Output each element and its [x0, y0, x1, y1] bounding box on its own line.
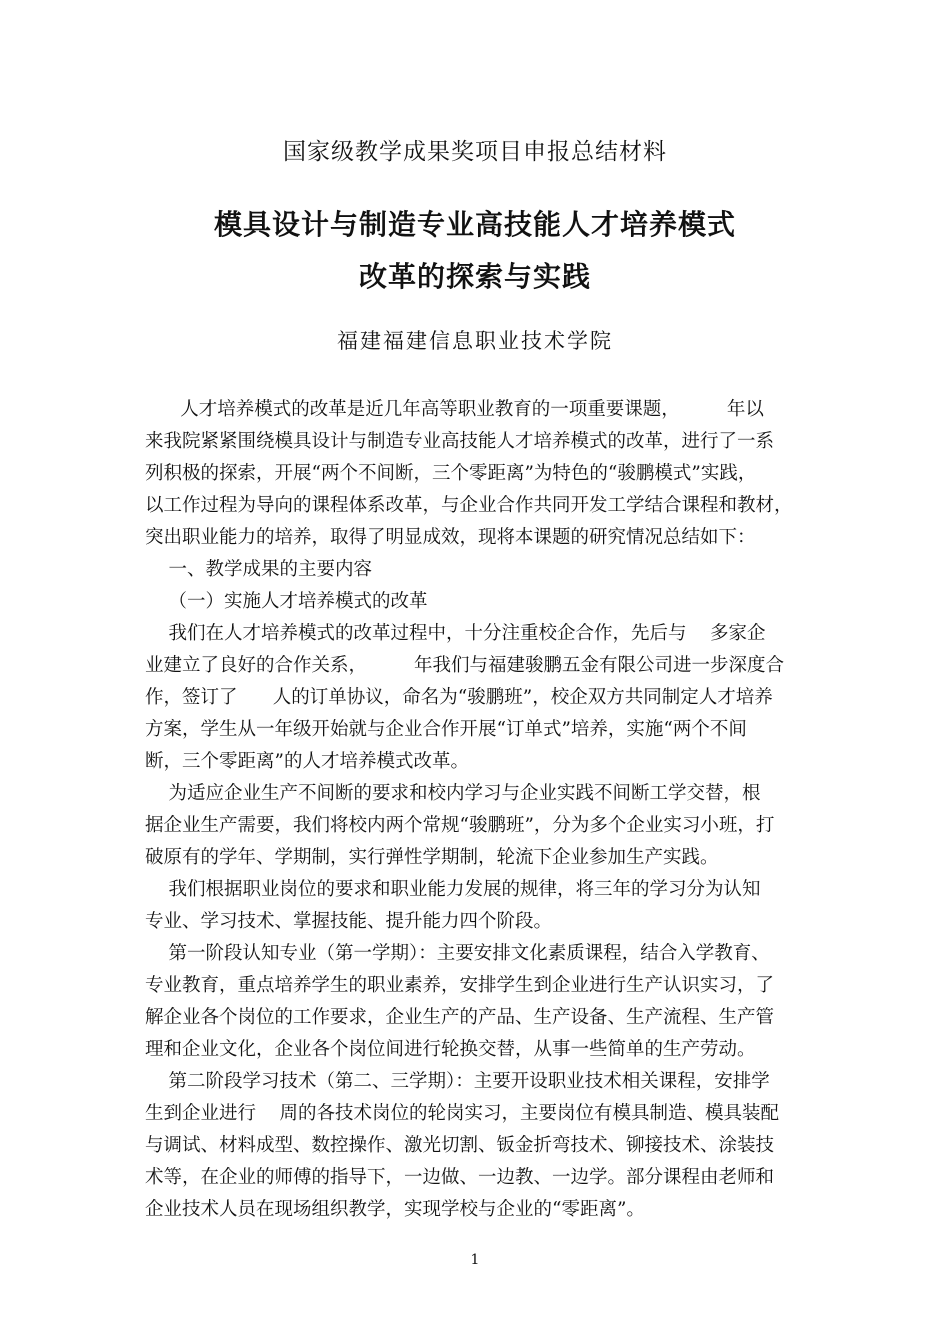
body-text-line: 生到企业进行 周的各技术岗位的轮岗实习，主要岗位有模具制造、模具装配 — [145, 1103, 780, 1124]
body-text-line: 来我院紧紧围绕模具设计与制造专业高技能人才培养模式的改革，进行了一系 — [145, 431, 775, 452]
body-text-line: 术等，在企业的师傅的指导下，一边做、一边教、一边学。部分课程由老师和 — [145, 1167, 775, 1188]
body-text-line: 断，三个零距离”的人才培养模式改革。 — [145, 751, 469, 772]
body-text-line: 我们在人才培养模式的改革过程中，十分注重校企合作，先后与 多家企 — [145, 623, 766, 644]
body-text-line: 解企业各个岗位的工作要求，企业生产的产品、生产设备、生产流程、生产管 — [145, 1007, 775, 1028]
body-text-line: 第一阶段认知专业（第一学期）：主要安排文化素质课程，结合入学教育、 — [145, 943, 770, 964]
body-text-line: 专业、学习技术、掌握技能、提升能力四个阶段。 — [145, 911, 553, 932]
body-text-line: 与调试、材料成型、数控操作、激光切割、钣金折弯技术、铆接技术、涂装技 — [145, 1135, 775, 1156]
institution-name: 福建福建信息职业技术学院 — [337, 329, 613, 353]
body-text-line: 第二阶段学习技术（第二、三学期）：主要开设职业技术相关课程，安排学 — [145, 1071, 770, 1092]
body-text-line: 作，签订了 人的订单协议，命名为“骏鹏班”，校企双方共同制定人才培养 — [145, 687, 773, 708]
body-text-line: 我们根据职业岗位的要求和职业能力发展的规律，将三年的学习分为认知 — [145, 879, 761, 900]
body-text-line: 企业技术人员在现场组织教学，实现学校与企业的“零距离”。 — [145, 1199, 645, 1220]
body-text-line: 据企业生产需要，我们将校内两个常规“骏鹏班”，分为多个企业实习小班，打 — [145, 815, 775, 836]
subsection-heading: （一）实施人才培养模式的改革 — [145, 591, 428, 612]
body-text-line: 业建立了良好的合作关系， 年我们与福建骏鹏五金有限公司进一步深度合 — [145, 655, 785, 676]
section-heading: 一、教学成果的主要内容 — [145, 559, 373, 580]
body-text-line: 突出职业能力的培养，取得了明显成效，现将本课题的研究情况总结如下： — [145, 527, 756, 548]
body-text-line: 专业教育，重点培养学生的职业素养，安排学生到企业进行生产认识实习，了 — [145, 975, 775, 996]
document-header-title: 国家级教学成果奖项目申报总结材料 — [283, 139, 667, 165]
body-text-line: 方案，学生从一年级开始就与企业合作开展“订单式”培养，实施“两个不间 — [145, 719, 747, 740]
body-text-line: 为适应企业生产不间断的要求和校内学习与企业实践不间断工学交替，根 — [145, 783, 761, 804]
body-text-line: 破原有的学年、学期制，实行弹性学期制，轮流下企业参加生产实践。 — [145, 847, 719, 868]
main-title-line-1: 模具设计与制造专业高技能人才培养模式 — [213, 208, 736, 241]
body-text-line: 理和企业文化，企业各个岗位间进行轮换交替，从事一些简单的生产劳动。 — [145, 1039, 756, 1060]
page-number: 1 — [470, 1252, 480, 1268]
body-text-line: 人才培养模式的改革是近几年高等职业教育的一项重要课题， 年以 — [145, 399, 764, 420]
body-text-line: 以工作过程为导向的课程体系改革，与企业合作共同开发工学结合课程和教材， — [145, 495, 793, 516]
body-text-line: 列积极的探索，开展“两个不间断，三个零距离”为特色的“骏鹏模式”实践， — [145, 463, 757, 484]
main-title-line-2: 改革的探索与实践 — [358, 260, 591, 293]
